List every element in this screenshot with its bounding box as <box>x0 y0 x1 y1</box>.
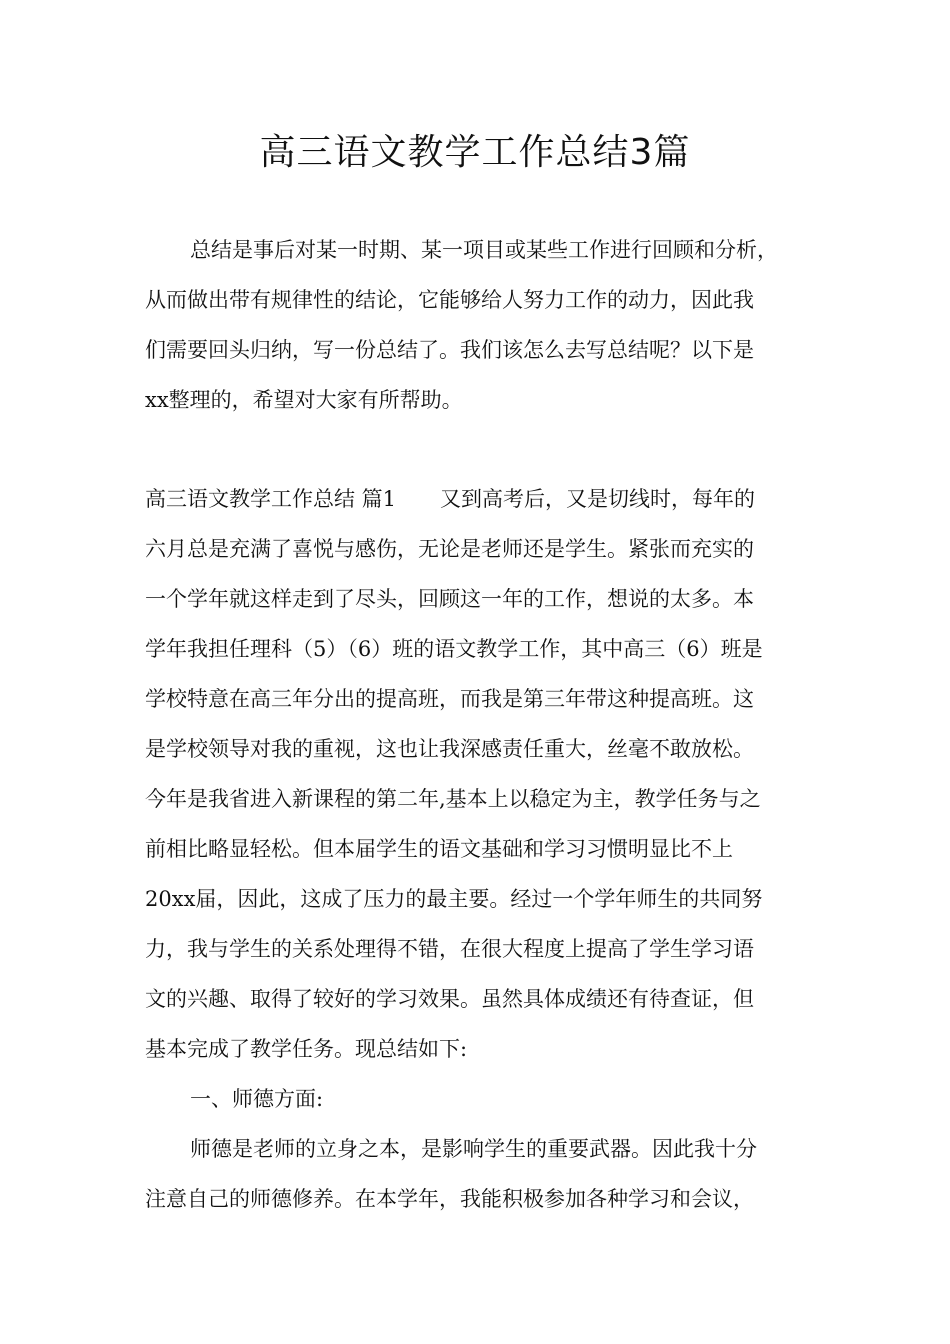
body-line: 学年我担任理科（5）（6）班的语文教学工作，其中高三（6）班是 <box>145 637 763 661</box>
subheading: 一、师德方面: <box>190 1087 324 1111</box>
intro-line: 从而做出带有规律性的结论，它能够给人努力工作的动力，因此我 <box>145 288 754 312</box>
body-line: 文的兴趣、取得了较好的学习效果。虽然具体成绩还有待查证，但 <box>145 987 754 1011</box>
body-line: 今年是我省进入新课程的第二年,基本上以稳定为主，教学任务与之 <box>145 787 761 811</box>
body-line: 力，我与学生的关系处理得不错，在很大程度上提高了学生学习语 <box>145 937 754 961</box>
body-line: 基本完成了教学任务。现总结如下: <box>145 1037 468 1061</box>
body-line: 前相比略显轻松。但本届学生的语文基础和学习习惯明显比不上 <box>145 837 733 861</box>
ethics-line: 注意自己的师德修养。在本学年，我能积极参加各种学习和会议， <box>145 1187 754 1211</box>
body-line: 六月总是充满了喜悦与感伤，无论是老师还是学生。紧张而充实的 <box>145 537 754 561</box>
body-line: 一个学年就这样走到了尽头，回顾这一年的工作，想说的太多。本 <box>145 587 754 611</box>
ethics-line: 师德是老师的立身之本，是影响学生的重要武器。因此我十分 <box>190 1137 757 1161</box>
body-line: 20xx届，因此，这成了压力的最主要。经过一个学年师生的共同努 <box>145 887 763 911</box>
document-title: 高三语文教学工作总结3篇 <box>259 132 691 173</box>
body-line: 是学校领导对我的重视，这也让我深感责任重大，丝毫不敢放松。 <box>145 737 754 761</box>
body-line: 学校特意在高三年分出的提高班，而我是第三年带这种提高班。这 <box>145 687 754 711</box>
section-first-line <box>145 474 825 524</box>
intro-line: 们需要回头归纳，写一份总结了。我们该怎么去写总结呢？以下是 <box>145 338 754 362</box>
section-first-line-text: 又到高考后，又是切线时，每年的 <box>440 487 756 511</box>
section-heading: 高三语文教学工作总结 篇1 <box>145 487 397 511</box>
intro-line: xx整理的，希望对大家有所帮助。 <box>145 388 463 412</box>
intro-line: 总结是事后对某一时期、某一项目或某些工作进行回顾和分析， <box>190 238 778 262</box>
